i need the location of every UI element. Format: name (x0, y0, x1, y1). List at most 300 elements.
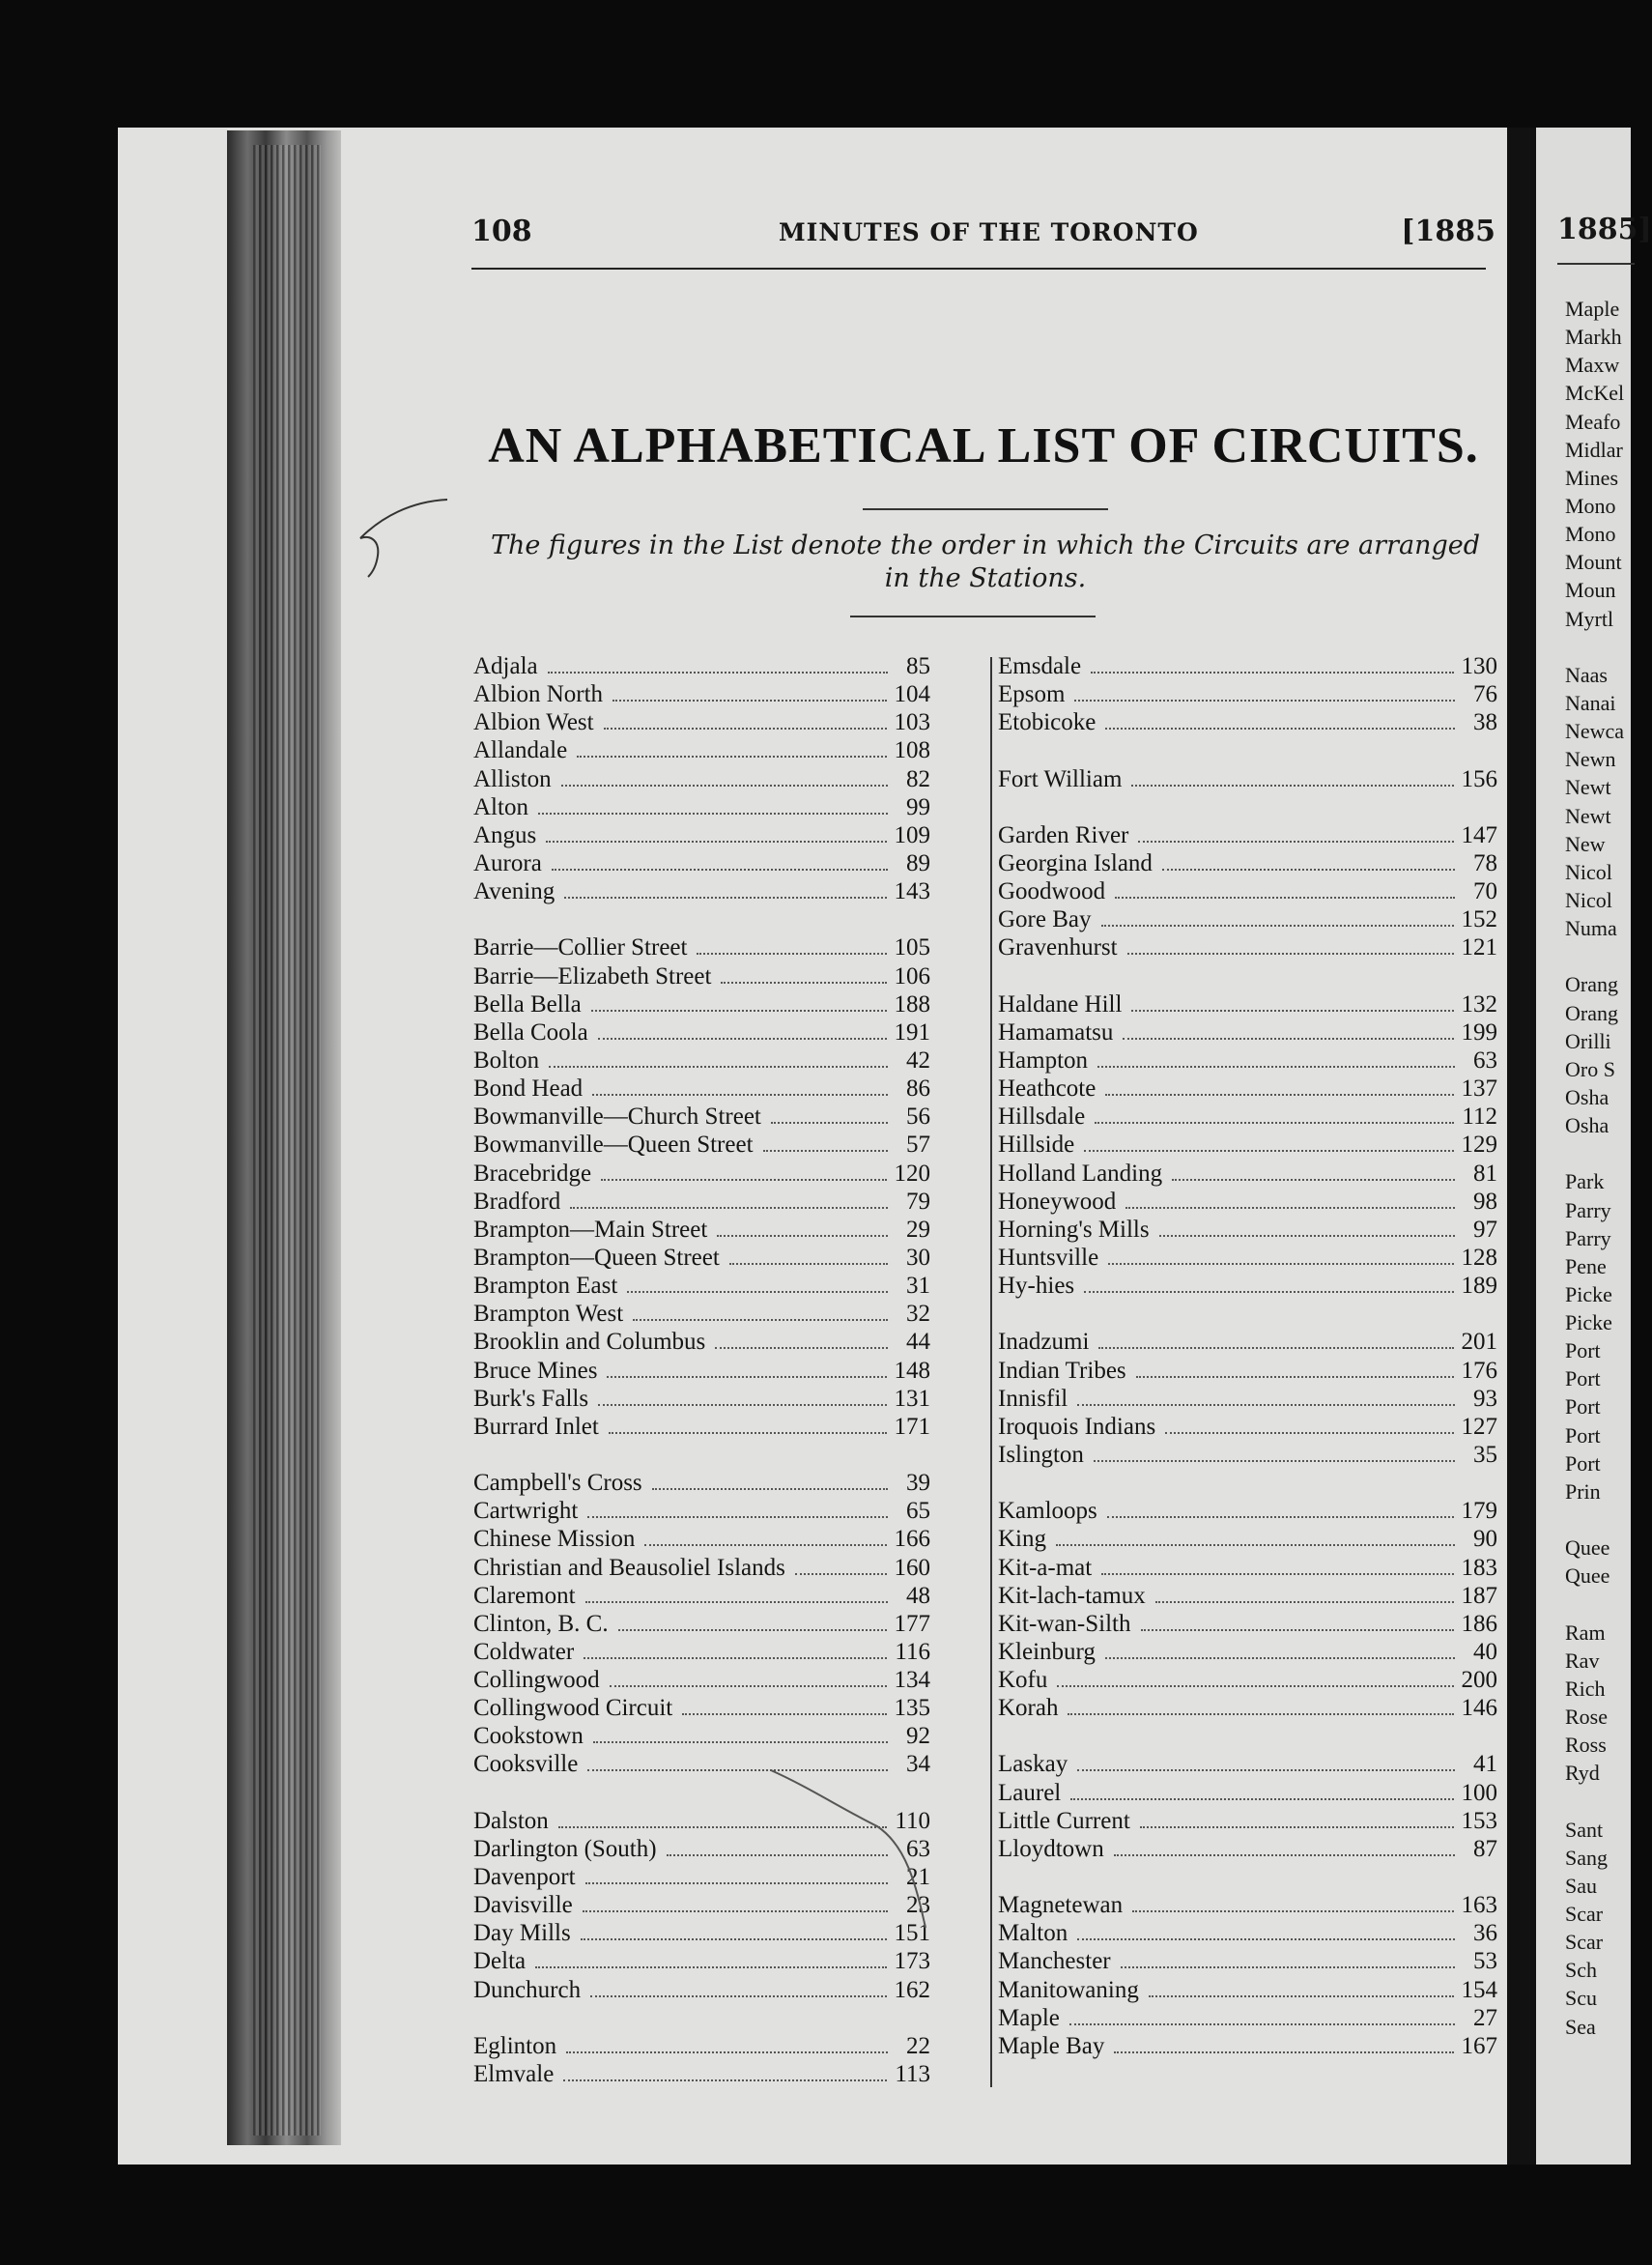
circuit-entry (998, 1358, 1497, 1386)
facing-page-entry: Naas (1565, 662, 1608, 687)
facing-page-entry: Parry (1565, 1225, 1611, 1250)
circuit-number: 82 (906, 765, 930, 792)
dot-leader (1097, 1066, 1455, 1068)
circuit-name: Day Mills (473, 1920, 571, 1947)
dot-leader (566, 2051, 888, 2053)
facing-page-entry: Prin (1565, 1478, 1601, 1504)
facing-page-entry: Parry (1565, 1197, 1611, 1222)
circuit-name: Barrie—Elizabeth Street (473, 962, 712, 989)
facing-page-entry: Orang (1565, 1000, 1618, 1025)
list-spacer (998, 1864, 1497, 1892)
circuit-name: Kleinburg (998, 1638, 1096, 1665)
circuit-name: Albion West (473, 709, 594, 736)
circuit-name: Kofu (998, 1667, 1048, 1694)
facing-page-entry: Oro S (1565, 1056, 1615, 1081)
circuit-name: Bowmanville—Queen Street (473, 1132, 754, 1159)
circuit-entry (998, 1977, 1497, 2005)
dot-leader (1140, 1826, 1454, 1828)
circuit-name: King (998, 1526, 1046, 1553)
circuit-number: 109 (894, 821, 930, 848)
list-spacer (998, 963, 1497, 991)
circuit-number: 56 (906, 1104, 930, 1131)
circuit-name: Gravenhurst (998, 934, 1118, 961)
circuit-entry (998, 934, 1497, 962)
circuit-name: Bella Bella (473, 990, 582, 1018)
circuit-entry (473, 1245, 930, 1273)
circuit-name: Eglinton (473, 2032, 557, 2059)
dot-leader (1105, 1094, 1453, 1096)
circuit-number: 188 (894, 990, 930, 1018)
circuit-entry (473, 794, 930, 822)
dot-leader (577, 756, 886, 758)
circuit-name: Coldwater (473, 1638, 575, 1665)
circuit-number: 153 (1461, 1807, 1497, 1834)
dot-leader (570, 1207, 888, 1209)
facing-page-entry: Rose (1565, 1705, 1608, 1730)
facing-page-entry: Port (1565, 1450, 1601, 1476)
circuit-name: Kit-a-mat (998, 1554, 1093, 1581)
circuit-name: Brampton—Queen Street (473, 1244, 720, 1271)
facing-page-entry: Osha (1565, 1113, 1609, 1138)
circuit-number: 186 (1461, 1610, 1497, 1637)
list-spacer (473, 1442, 930, 1470)
circuit-number: 92 (906, 1723, 930, 1750)
circuit-entry (998, 766, 1497, 794)
title-rule (863, 508, 1108, 510)
circuit-entry (998, 2005, 1497, 2033)
circuit-name: Claremont (473, 1582, 576, 1609)
circuit-entry (998, 1075, 1497, 1104)
circuit-entry (473, 822, 930, 850)
circuit-name: Allandale (473, 737, 568, 764)
circuit-entry (473, 963, 930, 991)
circuit-number: 200 (1461, 1667, 1497, 1694)
facing-page-entry: Moun (1565, 578, 1616, 603)
circuit-number: 121 (1461, 934, 1497, 961)
circuit-entry (998, 1780, 1497, 1808)
dot-leader (1077, 1769, 1455, 1771)
circuit-name: Bracebridge (473, 1160, 592, 1187)
circuit-name: Adjala (473, 653, 538, 679)
list-spacer (998, 1301, 1497, 1329)
circuit-number: 173 (894, 1948, 930, 1975)
dot-leader (1105, 1657, 1455, 1659)
dot-leader (715, 1347, 888, 1349)
circuit-number: 40 (1473, 1638, 1497, 1665)
dot-leader (1107, 1516, 1454, 1518)
running-title: MINUTES OF THE TORONTO (779, 218, 1199, 246)
circuit-name: Maple (998, 2004, 1060, 2031)
dot-leader (538, 813, 888, 815)
circuit-entry (473, 1526, 930, 1554)
facing-page-entry: Newn (1565, 747, 1616, 772)
dot-leader (1077, 1938, 1455, 1940)
facing-page-entry: Mount (1565, 550, 1622, 575)
dot-leader (1141, 1629, 1454, 1631)
circuit-name: Burk's Falls (473, 1385, 589, 1412)
facing-page-entry: Nicol (1565, 859, 1612, 884)
facing-page-entry: Meafo (1565, 409, 1621, 434)
circuit-number: 134 (894, 1667, 930, 1694)
page-subtitle: The figures in the List denote the order in which the Circuits are arranged in the Stations. (490, 530, 1481, 593)
circuit-entry (998, 709, 1497, 737)
circuit-number: 23 (906, 1892, 930, 1919)
circuit-entry (998, 1808, 1497, 1836)
circuit-number: 31 (906, 1273, 930, 1300)
facing-page-entry: Port (1565, 1366, 1601, 1391)
circuit-name: Malton (998, 1920, 1068, 1947)
circuit-entry (998, 1892, 1497, 1920)
list-spacer (1565, 1591, 1624, 1620)
circuit-number: 166 (894, 1526, 930, 1553)
dot-leader (652, 1488, 888, 1490)
circuit-name: Hy-hies (998, 1273, 1075, 1300)
circuit-number: 167 (1461, 2032, 1497, 2059)
circuit-number: 148 (894, 1357, 930, 1384)
circuit-entry (998, 1104, 1497, 1132)
circuit-name: Bolton (473, 1046, 540, 1074)
circuit-name: Dalston (473, 1807, 549, 1834)
facing-page-entry: Rav (1565, 1648, 1600, 1673)
facing-page-entry: Picke (1565, 1310, 1612, 1335)
circuit-name: Laskay (998, 1751, 1068, 1778)
circuit-number: 177 (894, 1610, 930, 1637)
dot-leader (601, 1179, 886, 1181)
circuit-entry (998, 906, 1497, 934)
dot-leader (1132, 1910, 1453, 1912)
circuit-entry (473, 1132, 930, 1160)
circuit-entry (473, 1358, 930, 1386)
dot-leader (593, 1741, 888, 1743)
page-number: 108 (471, 215, 532, 248)
dot-leader (535, 1966, 886, 1968)
dot-leader (546, 841, 886, 843)
list-spacer (1565, 1141, 1624, 1169)
circuit-entry (998, 1948, 1497, 1976)
circuit-name: Albion North (473, 681, 604, 708)
circuit-number: 29 (906, 1216, 930, 1243)
dot-leader (610, 1685, 887, 1687)
circuit-number: 85 (906, 653, 930, 679)
facing-page-entry: Sea (1565, 2014, 1596, 2039)
facing-page-entry: Scar (1565, 1930, 1604, 1955)
dot-leader (1095, 1122, 1454, 1124)
circuit-entry (998, 1836, 1497, 1864)
circuit-name: Iroquois Indians (998, 1413, 1156, 1440)
circuit-name: Honeywood (998, 1188, 1117, 1215)
facing-page-entry: Midlar (1565, 437, 1623, 462)
dot-leader (1105, 728, 1455, 730)
dot-leader (598, 1404, 886, 1406)
dot-leader (584, 1657, 887, 1659)
circuit-entry (473, 1019, 930, 1047)
circuit-number: 183 (1461, 1554, 1497, 1581)
dot-leader (1098, 1347, 1453, 1349)
circuit-name: Maple Bay (998, 2032, 1105, 2059)
circuit-entry (998, 1386, 1497, 1414)
circuit-entry (473, 1977, 930, 2005)
facing-page-entry: Quee (1565, 1535, 1610, 1561)
circuit-entry (998, 1639, 1497, 1667)
circuit-entry (473, 1414, 930, 1442)
circuit-entry (998, 1047, 1497, 1075)
circuit-name: Chinese Mission (473, 1526, 636, 1553)
circuit-number: 21 (906, 1864, 930, 1891)
dot-leader (609, 1432, 887, 1434)
facing-page-entry: Park (1565, 1169, 1605, 1194)
circuit-entry (473, 737, 930, 765)
circuit-name: Alton (473, 793, 528, 820)
dot-leader (1101, 1573, 1453, 1575)
circuit-number: 128 (1461, 1244, 1497, 1271)
circuit-name: Goodwood (998, 878, 1106, 905)
dot-leader (612, 700, 886, 702)
circuit-entry (998, 1695, 1497, 1723)
circuit-entry (473, 1639, 930, 1667)
circuit-number: 116 (895, 1638, 930, 1665)
facing-page-entry: Scu (1565, 1986, 1597, 2011)
facing-page-entry: Mono (1565, 522, 1616, 547)
circuit-name: Bella Coola (473, 1018, 588, 1046)
dot-leader (1056, 1544, 1455, 1546)
list-spacer (1565, 944, 1624, 972)
circuit-name: Collingwood (473, 1667, 600, 1694)
list-spacer (998, 737, 1497, 765)
header-rule (471, 268, 1486, 270)
circuit-entry (998, 1161, 1497, 1189)
circuit-name: Fort William (998, 765, 1123, 792)
circuit-entry (473, 1555, 930, 1583)
circuit-name: Korah (998, 1695, 1059, 1722)
circuit-entry (473, 850, 930, 878)
list-spacer (473, 2005, 930, 2033)
circuit-entry (473, 1075, 930, 1104)
circuit-name: Kit-lach-tamux (998, 1582, 1146, 1609)
pencil-mark (343, 488, 459, 580)
circuit-number: 162 (894, 1976, 930, 2003)
circuit-name: Hamamatsu (998, 1018, 1114, 1046)
list-spacer (1565, 1789, 1624, 1817)
circuit-name: Dunchurch (473, 1976, 582, 2003)
facing-page (1536, 128, 1652, 2165)
circuit-name: Burrard Inlet (473, 1413, 599, 1440)
circuit-name: Innisfil (998, 1385, 1068, 1412)
facing-page-entry: Scar (1565, 1902, 1604, 1927)
circuit-number: 36 (1473, 1920, 1497, 1947)
facing-page-entry: Pene (1565, 1253, 1607, 1278)
circuit-name: Collingwood Circuit (473, 1695, 673, 1722)
list-spacer (1565, 1507, 1624, 1535)
dot-leader (1114, 2051, 1453, 2053)
circuit-name: Holland Landing (998, 1160, 1163, 1187)
dot-leader (561, 785, 888, 787)
dot-leader (1068, 1713, 1453, 1715)
circuit-entry (998, 1555, 1497, 1583)
dot-leader (1121, 1966, 1455, 1968)
circuit-name: Georgina Island (998, 849, 1153, 876)
dot-leader (1114, 1854, 1455, 1856)
circuit-entry (473, 1217, 930, 1245)
facing-page-entry: New (1565, 831, 1606, 856)
circuit-number: 63 (1473, 1046, 1497, 1074)
circuit-entry (473, 1611, 930, 1639)
circuit-number: 57 (906, 1132, 930, 1159)
circuit-entry (473, 1695, 930, 1723)
dot-leader (549, 1066, 888, 1068)
dot-leader (552, 869, 888, 871)
circuit-number: 41 (1473, 1751, 1497, 1778)
circuit-name: Emsdale (998, 653, 1082, 679)
circuit-entry (473, 1161, 930, 1189)
circuit-name: Avening (473, 878, 555, 905)
circuit-number: 35 (1473, 1441, 1497, 1468)
facing-page-entry: Quee (1565, 1563, 1610, 1589)
circuit-entry (473, 681, 930, 709)
circuit-name: Kit-wan-Silth (998, 1610, 1131, 1637)
facing-page-entry: Sant (1565, 1817, 1604, 1842)
circuit-number: 199 (1461, 1018, 1497, 1046)
circuit-name: Brampton East (473, 1273, 618, 1300)
dot-leader (682, 1713, 886, 1715)
circuit-entry (473, 991, 930, 1019)
list-spacer (998, 1723, 1497, 1751)
circuit-number: 146 (1461, 1695, 1497, 1722)
circuit-entry (473, 653, 930, 681)
circuit-name: Angus (473, 821, 537, 848)
circuit-number: 99 (906, 793, 930, 820)
circuit-name: Haldane Hill (998, 990, 1123, 1018)
dot-leader (721, 982, 886, 984)
circuit-entry (998, 1583, 1497, 1611)
circuit-number: 65 (906, 1498, 930, 1525)
dot-leader (618, 1629, 887, 1631)
circuit-name: Hampton (998, 1046, 1089, 1074)
circuit-name: Davisville (473, 1892, 573, 1919)
column-divider (990, 657, 992, 2087)
facing-page-entry: Newt (1565, 775, 1611, 800)
circuit-entry (998, 1611, 1497, 1639)
circuit-name: Bruce Mines (473, 1357, 598, 1384)
dot-leader (1074, 700, 1455, 702)
dot-leader (1136, 1376, 1454, 1378)
circuit-name: Huntsville (998, 1244, 1099, 1271)
dot-leader (1172, 1179, 1455, 1181)
circuit-name: Brampton West (473, 1301, 624, 1328)
circuit-entry (998, 1245, 1497, 1273)
circuit-entry (998, 878, 1497, 906)
circuit-name: Inadzumi (998, 1329, 1090, 1356)
facing-page-entry: Maple (1565, 297, 1620, 321)
dot-leader (1159, 1235, 1455, 1237)
dot-leader (1091, 672, 1453, 674)
circuit-name: Brampton—Main Street (473, 1216, 708, 1243)
circuit-number: 100 (1461, 1779, 1497, 1806)
dot-leader (548, 672, 888, 674)
circuit-number: 87 (1473, 1835, 1497, 1862)
circuit-name: Davenport (473, 1864, 576, 1891)
circuit-name: Cartwright (473, 1498, 579, 1525)
circuit-number: 105 (894, 934, 930, 961)
facing-page-entry: Ryd (1565, 1761, 1600, 1786)
circuit-number: 104 (894, 681, 930, 708)
circuit-entry (473, 1583, 930, 1611)
circuit-number: 160 (894, 1554, 930, 1581)
circuit-entry (998, 653, 1497, 681)
circuit-entry (998, 1751, 1497, 1779)
facing-page-entry: Port (1565, 1422, 1601, 1448)
circuit-name: Bond Head (473, 1075, 584, 1103)
circuit-number: 22 (906, 2032, 930, 2059)
facing-page-entry: Maxw (1565, 353, 1620, 378)
circuit-number: 113 (895, 2061, 930, 2088)
circuit-entry (998, 1526, 1497, 1554)
page-title: AN ALPHABETICAL LIST OF CIRCUITS. (488, 418, 1479, 473)
dot-leader (1108, 1263, 1453, 1265)
circuit-number: 201 (1461, 1329, 1497, 1356)
circuit-number: 53 (1473, 1948, 1497, 1975)
circuit-entry (473, 2033, 930, 2061)
facing-page-entry: Mines (1565, 465, 1618, 490)
circuit-number: 129 (1461, 1132, 1497, 1159)
circuit-number: 154 (1461, 1976, 1497, 2003)
dot-leader (1084, 1291, 1453, 1293)
circuit-entry (473, 878, 930, 906)
dot-leader (763, 1150, 888, 1152)
circuit-entry (473, 1047, 930, 1075)
circuit-name: Horning's Mills (998, 1216, 1150, 1243)
facing-page-entry: Picke (1565, 1281, 1612, 1306)
list-spacer (998, 1470, 1497, 1498)
circuit-number: 179 (1461, 1498, 1497, 1525)
circuit-number: 63 (906, 1835, 930, 1862)
dot-leader (590, 1995, 886, 1997)
facing-page-entry: McKel (1565, 381, 1625, 406)
dot-leader (1138, 841, 1453, 843)
circuit-entry (473, 1301, 930, 1329)
dot-leader (1070, 1798, 1453, 1800)
list-spacer (998, 794, 1497, 822)
facing-page-entry: Newt (1565, 803, 1611, 828)
circuit-number: 171 (894, 1413, 930, 1440)
facing-page-entry: Nanai (1565, 690, 1616, 715)
circuit-number: 76 (1473, 681, 1497, 708)
circuit-number: 81 (1473, 1160, 1497, 1187)
facing-page-entry: Markh (1565, 325, 1622, 350)
circuit-name: Bradford (473, 1188, 561, 1215)
circuit-entry (998, 1920, 1497, 1948)
circuit-number: 176 (1461, 1357, 1497, 1384)
circuit-number: 135 (894, 1695, 930, 1722)
page-edges (253, 145, 321, 2136)
circuit-name: Little Current (998, 1807, 1130, 1834)
circuit-name: Alliston (473, 765, 552, 792)
header-year: [1885 (1401, 215, 1495, 248)
circuit-number: 152 (1461, 906, 1497, 933)
dot-leader (563, 2079, 887, 2081)
circuit-entry (473, 1189, 930, 1217)
facing-page-entry: Numa (1565, 916, 1617, 941)
circuit-number: 70 (1473, 878, 1497, 905)
circuit-number: 151 (894, 1920, 930, 1947)
circuit-entry (998, 2033, 1497, 2061)
facing-page-list (1565, 297, 1624, 2043)
circuit-name: Etobicoke (998, 709, 1097, 736)
facing-page-year: 1885] (1557, 213, 1652, 246)
dot-leader (1162, 869, 1455, 871)
circuit-name: Hillside (998, 1132, 1075, 1159)
circuit-number: 112 (1462, 1104, 1497, 1131)
facing-page-entry: Rich (1565, 1676, 1606, 1701)
